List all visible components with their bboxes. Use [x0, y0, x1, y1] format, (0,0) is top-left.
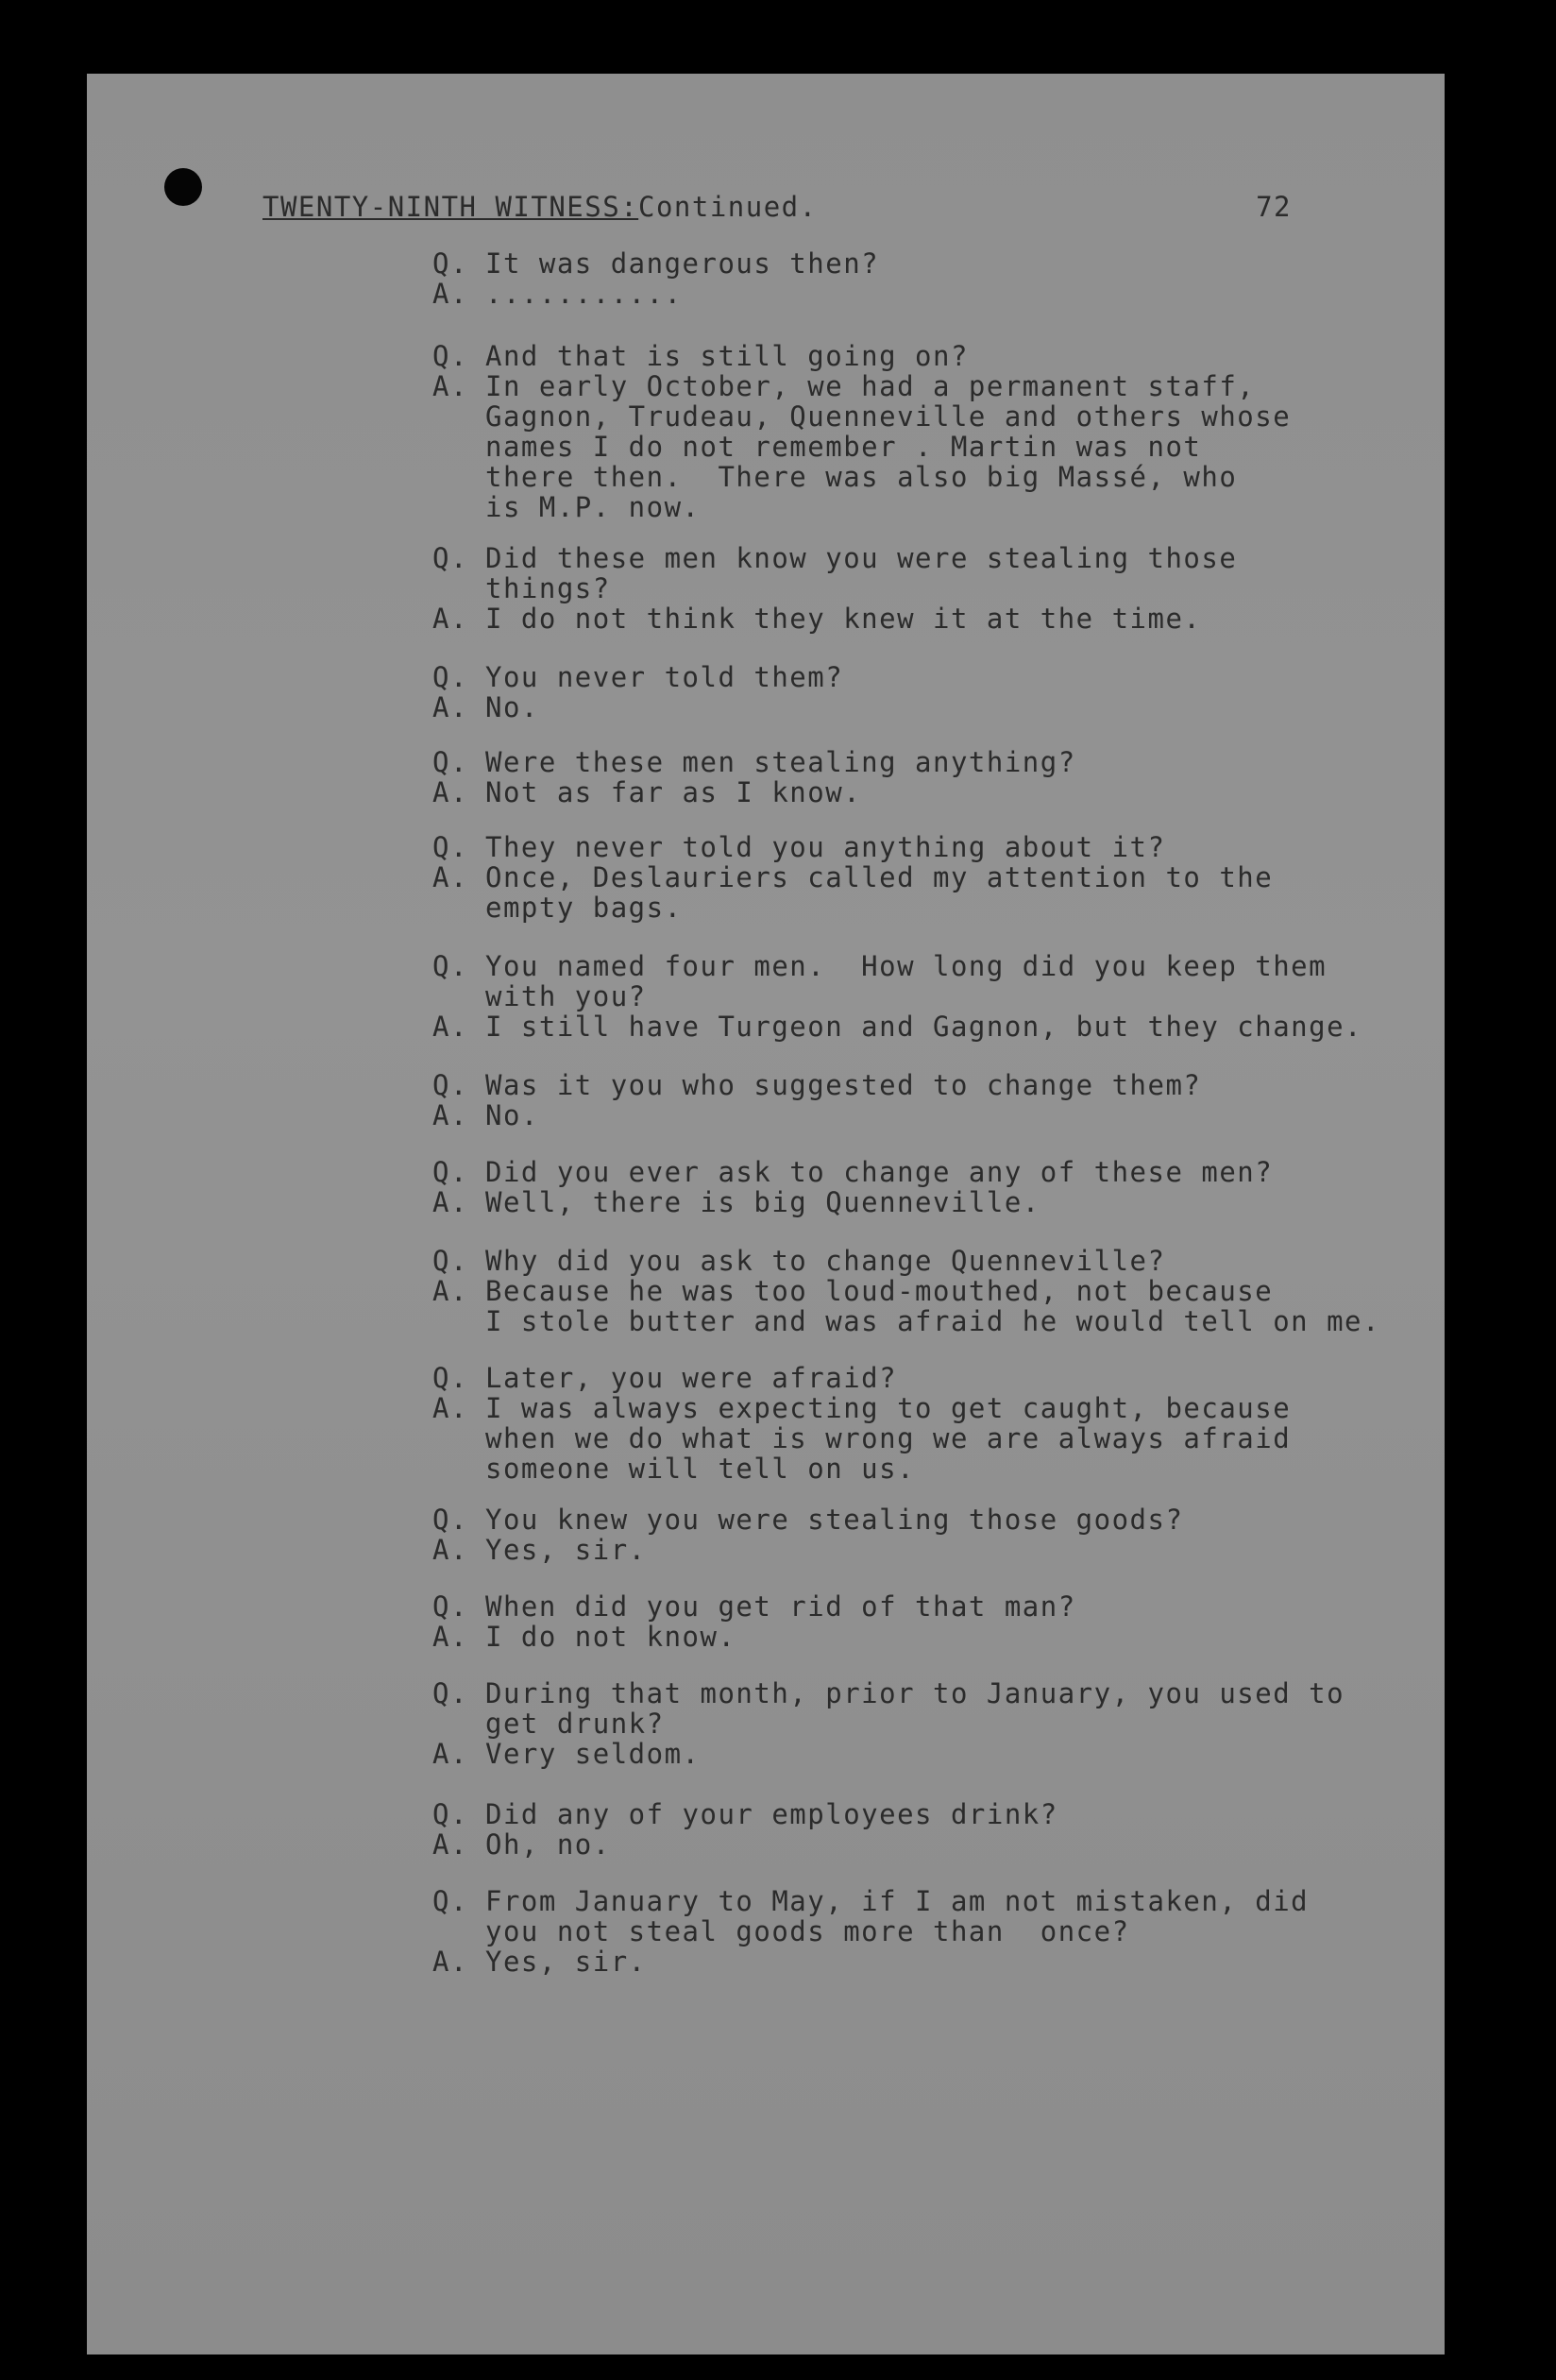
question-marker: Q. [432, 1885, 468, 1917]
answer-marker: A. [432, 1738, 468, 1770]
answer-text: Not as far as I know. [485, 776, 862, 808]
question-text: Were these men stealing anything? [485, 746, 1076, 778]
question-line [432, 1798, 1358, 1828]
question-text: Later, you were afraid? [485, 1362, 898, 1394]
answer-marker: A. [432, 1621, 468, 1653]
answer-text: Very seldom. [485, 1738, 701, 1770]
qa-pair [432, 1245, 1380, 1337]
question-line [432, 1362, 1358, 1392]
question-line [432, 1504, 1358, 1534]
answer-marker: A. [432, 1186, 468, 1218]
answer-line [432, 431, 1358, 461]
answer-text: I do not know. [485, 1621, 736, 1653]
answer-text: Well, there is big Quenneville. [485, 1186, 1040, 1218]
question-line [432, 340, 1358, 370]
answer-line [432, 776, 1358, 807]
qa-pair [432, 1069, 1358, 1130]
question-marker: Q. [432, 831, 468, 863]
answer-marker: A. [432, 1099, 468, 1131]
answer-line [432, 691, 1358, 722]
question-line [432, 1915, 1358, 1946]
page-number: 72 [1256, 191, 1292, 223]
question-text: Why did you ask to change Quenneville? [485, 1245, 1166, 1277]
question-text: with you? [485, 980, 647, 1012]
answer-text: names I do not remember . Martin was not [485, 431, 1202, 463]
answer-line [432, 400, 1358, 431]
answer-line [432, 603, 1358, 633]
question-line [432, 831, 1358, 861]
answer-text: I was always expecting to get caught, because [485, 1392, 1292, 1424]
question-line [432, 1708, 1358, 1738]
question-line [432, 1677, 1358, 1708]
answer-text: In early October, we had a permanent staff, [485, 370, 1256, 402]
answer-text: is M.P. now. [485, 491, 701, 523]
qa-pair [432, 1504, 1358, 1564]
question-marker: Q. [432, 950, 468, 982]
continued-label: Continued. [638, 191, 818, 223]
answer-line [432, 278, 1358, 308]
question-text: Did these men know you were stealing those [485, 542, 1238, 574]
question-line [432, 1590, 1358, 1621]
question-marker: Q. [432, 1677, 468, 1709]
question-marker: Q. [432, 247, 468, 280]
question-text: get drunk? [485, 1708, 665, 1740]
qa-pair [432, 1362, 1358, 1483]
answer-text: Oh, no. [485, 1828, 611, 1861]
punch-hole [164, 168, 202, 206]
answer-line [432, 1453, 1358, 1483]
answer-line [432, 861, 1358, 892]
answer-line [432, 1392, 1358, 1422]
question-marker: Q. [432, 661, 468, 693]
answer-line [432, 1828, 1358, 1859]
answer-text: Once, Deslauriers called my attention to the [485, 861, 1274, 893]
answer-marker: A. [432, 1828, 468, 1861]
answer-text: empty bags. [485, 892, 683, 924]
answer-line [432, 461, 1358, 491]
page-header [262, 191, 1292, 229]
answer-marker: A. [432, 370, 468, 402]
answer-line [432, 1422, 1358, 1453]
answer-line [432, 1275, 1358, 1305]
qa-pair [432, 1590, 1358, 1651]
question-text: You named four men. How long did you keep them [485, 950, 1328, 982]
question-line [432, 1156, 1358, 1186]
question-marker: Q. [432, 1245, 468, 1277]
answer-line [432, 1305, 1380, 1337]
question-marker: Q. [432, 1156, 468, 1188]
answer-line [432, 1186, 1358, 1216]
answer-text: someone will tell on us. [485, 1453, 916, 1485]
answer-marker: A. [432, 861, 468, 893]
answer-marker: A. [432, 603, 468, 635]
question-text: you not steal goods more than once? [485, 1915, 1130, 1947]
answer-marker: A. [432, 1946, 468, 1978]
question-line [432, 1885, 1358, 1915]
question-line [432, 1245, 1358, 1275]
question-text: Did any of your employees drink? [485, 1798, 1058, 1830]
answer-text: there then. There was also big Massé, who [485, 461, 1238, 493]
witness-heading: TWENTY-NINTH WITNESS: [262, 191, 639, 223]
answer-text: Because he was too loud-mouthed, not because [485, 1275, 1274, 1307]
qa-pair [432, 831, 1358, 922]
answer-text: Yes, sir. [485, 1946, 647, 1978]
question-marker: Q. [432, 1798, 468, 1830]
answer-text: I stole butter and was afraid he would tell on me. [485, 1305, 1380, 1337]
answer-text: I do not think they knew it at the time. [485, 603, 1202, 635]
question-text: You never told them? [485, 661, 844, 693]
question-text: You knew you were stealing those goods? [485, 1504, 1184, 1536]
answer-marker: A. [432, 1011, 468, 1043]
question-line [432, 950, 1358, 980]
question-marker: Q. [432, 1504, 468, 1536]
answer-marker: A. [432, 1534, 468, 1566]
answer-line [432, 1099, 1358, 1130]
answer-line [432, 1946, 1358, 1976]
question-text: It was dangerous then? [485, 247, 880, 280]
question-line [432, 572, 1358, 603]
question-text: From January to May, if I am not mistaken, did [485, 1885, 1310, 1917]
question-line [432, 247, 1358, 278]
question-line [432, 661, 1358, 691]
question-text: Was it you who suggested to change them? [485, 1069, 1202, 1101]
answer-text: No. [485, 1099, 539, 1131]
answer-line [432, 1011, 1363, 1043]
answer-line [432, 370, 1358, 400]
question-marker: Q. [432, 1362, 468, 1394]
question-marker: Q. [432, 542, 468, 574]
answer-line [432, 491, 1358, 521]
answer-text: Gagnon, Trudeau, Quenneville and others whose [485, 400, 1292, 433]
question-marker: Q. [432, 340, 468, 372]
answer-text: I still have Turgeon and Gagnon, but they change. [485, 1011, 1363, 1043]
answer-marker: A. [432, 1275, 468, 1307]
answer-line [432, 1621, 1358, 1651]
answer-marker: A. [432, 776, 468, 808]
answer-line [432, 1534, 1358, 1564]
qa-pair [432, 340, 1358, 521]
answer-text: ........... [485, 278, 683, 310]
answer-text: No. [485, 691, 539, 723]
answer-marker: A. [432, 1392, 468, 1424]
qa-pair [432, 1798, 1358, 1859]
question-line [432, 1069, 1358, 1099]
qa-pair [432, 661, 1358, 722]
answer-line [432, 892, 1358, 922]
answer-line [432, 1738, 1358, 1768]
question-line [432, 542, 1358, 572]
answer-marker: A. [432, 278, 468, 310]
answer-text: when we do what is wrong we are always afraid [485, 1422, 1292, 1454]
question-line [432, 980, 1358, 1011]
qa-pair [432, 1156, 1358, 1216]
question-text: When did you get rid of that man? [485, 1590, 1076, 1623]
qa-pair [432, 1677, 1358, 1768]
answer-text: Yes, sir. [485, 1534, 647, 1566]
question-text: They never told you anything about it? [485, 831, 1166, 863]
question-text: During that month, prior to January, you used to [485, 1677, 1345, 1709]
question-marker: Q. [432, 1590, 468, 1623]
qa-pair [432, 1885, 1358, 1976]
question-line [432, 746, 1358, 776]
qa-pair [432, 746, 1358, 807]
qa-pair [432, 950, 1363, 1043]
question-marker: Q. [432, 1069, 468, 1101]
question-marker: Q. [432, 746, 468, 778]
qa-pair [432, 542, 1358, 633]
question-text: Did you ever ask to change any of these men? [485, 1156, 1274, 1188]
question-text: things? [485, 572, 611, 604]
qa-pair [432, 247, 1358, 308]
question-text: And that is still going on? [485, 340, 969, 372]
answer-marker: A. [432, 691, 468, 723]
